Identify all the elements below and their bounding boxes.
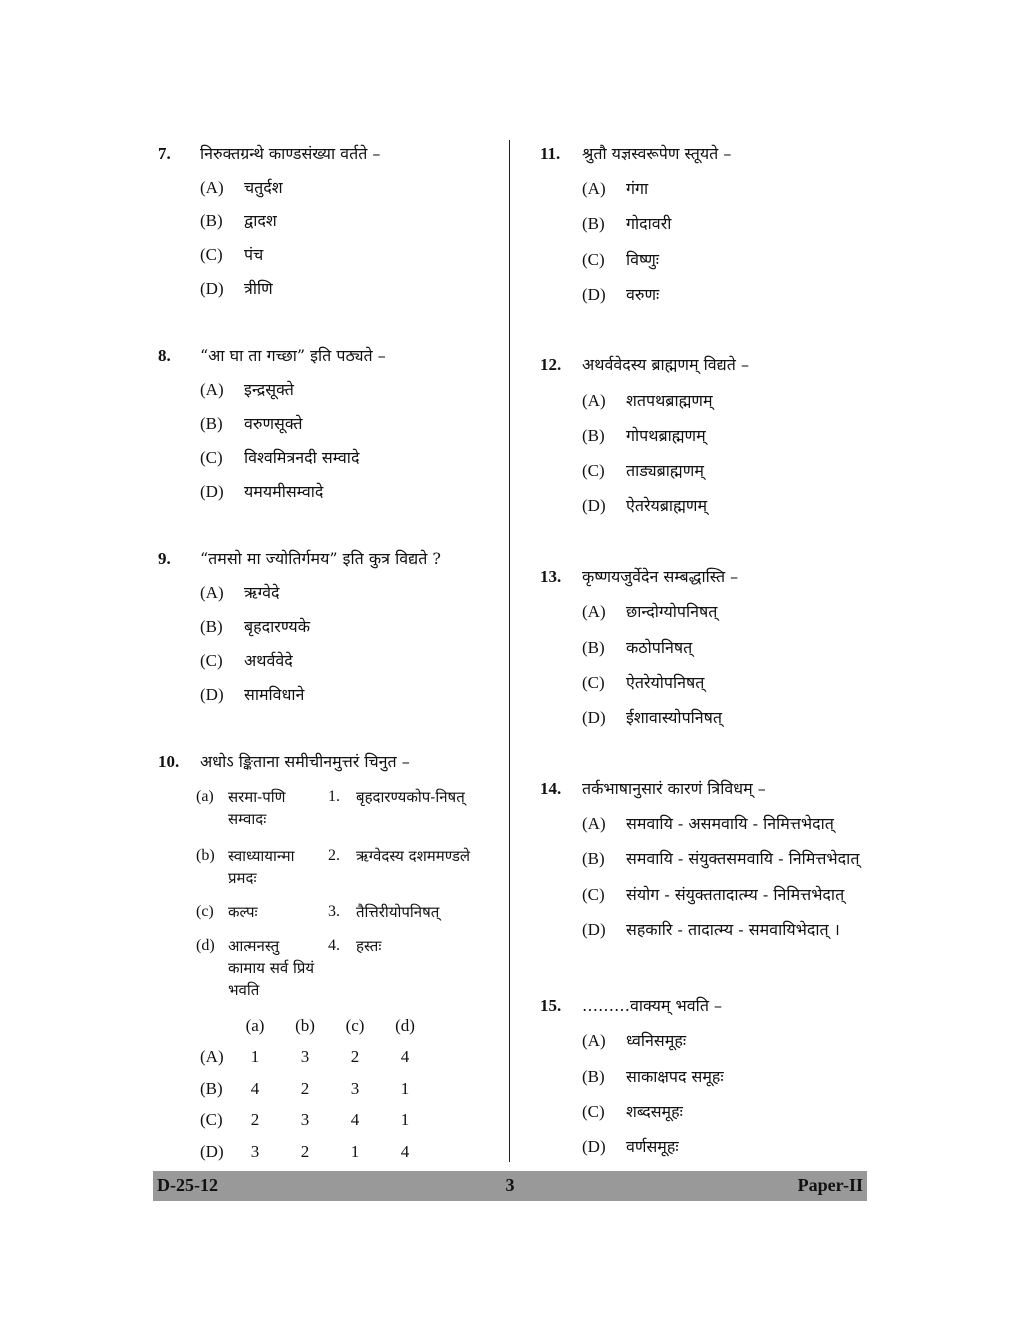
option-label: (A) <box>582 1031 606 1050</box>
option-text: संयोग - संयुक्ततादात्म्य - निमित्तभेदात् <box>626 885 845 904</box>
code-value: 2 <box>350 1047 360 1066</box>
option[interactable] <box>582 213 671 235</box>
code-value: 4 <box>400 1142 410 1161</box>
match-right-text: ऋग्वेदस्य दशममण्डले <box>356 847 471 865</box>
page-footer <box>153 1171 867 1201</box>
option[interactable] <box>582 1066 724 1088</box>
column-divider <box>509 140 510 1162</box>
option-label: (C) <box>582 461 605 480</box>
option-label: (C) <box>582 673 605 692</box>
option-label: (B) <box>200 414 223 433</box>
question-text: “आ घा ता गच्छा” इति पठ्यते – <box>200 346 386 365</box>
option[interactable] <box>582 425 706 447</box>
option-label: (B) <box>582 1067 605 1086</box>
option-text: ऐतरेयोपनिषत् <box>626 673 705 692</box>
option-text: गोपथब्राह्मणम् <box>626 426 706 445</box>
option-label: (D) <box>200 279 224 298</box>
option[interactable] <box>582 495 707 517</box>
code-option-label: (C) <box>200 1110 223 1129</box>
codes-header-cell: (b) <box>295 1016 315 1035</box>
option-text: द्वादश <box>244 211 277 230</box>
code-value: 3 <box>250 1142 260 1161</box>
question-number: 12. <box>540 355 562 374</box>
option-label: (C) <box>200 245 223 264</box>
match-left-label: (a) <box>196 788 214 805</box>
option-label: (D) <box>200 482 224 501</box>
option[interactable] <box>582 813 834 835</box>
question-number: 9. <box>158 549 171 568</box>
question-number: 11. <box>540 144 561 163</box>
match-right-label: 3. <box>328 903 340 920</box>
option-label: (C) <box>582 885 605 904</box>
option[interactable] <box>582 884 844 906</box>
option[interactable] <box>200 447 359 469</box>
option-text: छान्दोग्योपनिषत् <box>626 602 718 621</box>
match-left-text: सरमा-पणि सम्वादः <box>228 788 286 828</box>
question-number: 14. <box>540 779 562 798</box>
question-number: 13. <box>540 567 562 586</box>
option[interactable] <box>200 177 283 199</box>
question-text: तर्कभाषानुसारं कारणं त्रिविधम् – <box>582 779 766 798</box>
code-value: 4 <box>250 1079 260 1098</box>
code-option-label: (B) <box>200 1079 223 1098</box>
option[interactable] <box>582 672 704 694</box>
option-text: ऐतरेयब्राह्मणम् <box>626 496 708 515</box>
match-right-label: 1. <box>328 788 340 805</box>
option-label: (C) <box>582 250 605 269</box>
option[interactable] <box>582 848 859 870</box>
option-text: कठोपनिषत् <box>626 638 693 657</box>
option-text: यमयमीसम्वादे <box>244 482 324 501</box>
option-label: (C) <box>582 1102 605 1121</box>
match-left-label: (c) <box>196 903 214 920</box>
code-value: 4 <box>350 1110 360 1129</box>
option-label: (B) <box>200 617 223 636</box>
option-label: (A) <box>582 814 606 833</box>
code-value: 3 <box>350 1079 360 1098</box>
option[interactable] <box>200 278 273 300</box>
option-label: (D) <box>582 920 606 939</box>
match-right-label: 4. <box>328 937 340 954</box>
option[interactable] <box>582 178 648 200</box>
option-label: (A) <box>200 178 224 197</box>
option[interactable] <box>582 1101 683 1123</box>
option-label: (A) <box>582 602 606 621</box>
option-label: (D) <box>582 1137 606 1156</box>
code-value: 4 <box>400 1047 410 1066</box>
option-text: वर्णसमूहः <box>626 1137 679 1156</box>
code-value: 2 <box>300 1142 310 1161</box>
option-text: विश्वमित्रनदी सम्वादे <box>244 448 360 467</box>
option-label: (B) <box>582 214 605 233</box>
question-9 <box>158 548 498 570</box>
option-text: सहकारि - तादात्म्य - समवायिभेदात् । <box>626 920 840 939</box>
question-text: अधोऽ ङ्किताना समीचीनमुत्तरं चिनुत – <box>200 752 410 771</box>
option-text: ईशावास्योपनिषत् <box>626 708 723 727</box>
code-option-label: (D) <box>200 1142 224 1161</box>
option-label: (B) <box>582 638 605 657</box>
question-7 <box>158 143 498 165</box>
code-value: 3 <box>300 1110 310 1129</box>
option-text: वरुणसूक्ते <box>244 414 303 433</box>
option-text: शब्दसमूहः <box>626 1102 683 1121</box>
option[interactable] <box>200 413 303 435</box>
option-label: (A) <box>200 583 224 602</box>
option-label: (B) <box>582 426 605 445</box>
option[interactable] <box>582 249 659 271</box>
code-value: 2 <box>300 1079 310 1098</box>
option-label: (D) <box>582 285 606 304</box>
code-value: 3 <box>300 1047 310 1066</box>
option-text: समवायि - असमवायि - निमित्तभेदात् <box>626 814 834 833</box>
option-text: गंगा <box>626 179 649 198</box>
paper-label: Paper-II <box>797 1175 863 1195</box>
codes-header-cell: (a) <box>245 1016 265 1035</box>
code-value: 1 <box>350 1142 360 1161</box>
option[interactable] <box>582 707 722 729</box>
option-label: (C) <box>200 651 223 670</box>
match-right-label: 2. <box>328 847 340 864</box>
option[interactable] <box>582 390 713 412</box>
question-text: श्रुतौ यज्ञस्वरूपेण स्तूयते – <box>582 144 732 163</box>
question-text: कृष्णयजुर्वेदेन सम्बद्धास्ति – <box>582 567 739 586</box>
question-number: 10. <box>158 752 180 771</box>
code-value: 1 <box>400 1079 410 1098</box>
option-text: वरुणः <box>626 285 660 304</box>
question-number: 8. <box>158 346 171 365</box>
option[interactable] <box>200 650 293 672</box>
option-text: समवायि - संयुक्तसमवायि - निमित्तभेदात् <box>626 849 860 868</box>
option[interactable] <box>200 244 263 266</box>
option-text: त्रीणि <box>244 279 273 298</box>
match-left-text: आत्मनस्तु कामाय सर्व प्रियं भवति <box>228 937 315 999</box>
code-value: 1 <box>400 1110 410 1129</box>
question-12 <box>540 354 880 376</box>
match-left-text: कल्पः <box>228 903 258 921</box>
option-text: ताड्यब्राह्मणम् <box>626 461 704 480</box>
code-value: 2 <box>250 1110 260 1129</box>
question-10 <box>158 751 498 773</box>
option-text: पंच <box>244 245 264 264</box>
match-left-label: (b) <box>196 847 215 864</box>
codes-header-cell: (d) <box>395 1016 415 1035</box>
option[interactable] <box>200 210 277 232</box>
match-left-text: स्वाध्यायान्मा प्रमदः <box>228 847 295 887</box>
option[interactable] <box>200 616 310 638</box>
question-text: निरुक्तग्रन्थे काण्डसंख्या वर्तते – <box>200 144 381 163</box>
question-number: 7. <box>158 144 171 163</box>
option-text: विष्णुः <box>626 250 659 269</box>
option-text: सामविधाने <box>244 685 305 704</box>
option-text: ऋग्वेदे <box>244 583 280 602</box>
option-label: (D) <box>200 685 224 704</box>
question-text: ………वाक्यम् भवति – <box>582 996 723 1015</box>
option[interactable] <box>582 460 704 482</box>
question-text: अथर्ववेदस्य ब्राह्मणम् विद्यते – <box>582 355 749 374</box>
option-text: अथर्ववेदे <box>244 651 293 670</box>
code-value: 1 <box>250 1047 260 1066</box>
question-11 <box>540 143 880 165</box>
codes-header-cell: (c) <box>345 1016 365 1035</box>
option-label: (A) <box>200 380 224 399</box>
option[interactable] <box>582 284 659 306</box>
match-left-label: (d) <box>196 937 215 954</box>
question-8 <box>158 345 498 367</box>
option-label: (B) <box>200 211 223 230</box>
option[interactable] <box>200 684 304 706</box>
option-text: गोदावरी <box>626 214 672 233</box>
code-option-label: (A) <box>200 1047 224 1066</box>
page-number: 3 <box>505 1175 515 1195</box>
option[interactable] <box>200 481 323 503</box>
question-text: “तमसो मा ज्योतिर्गमय” इति कुत्र विद्यते ? <box>200 549 441 568</box>
option-text: बृहदारण्यके <box>244 617 310 636</box>
option-text: इन्द्रसूक्ते <box>244 380 294 399</box>
match-right-text: हस्तः <box>356 937 382 955</box>
option-label: (B) <box>582 849 605 868</box>
question-13 <box>540 566 880 588</box>
option[interactable] <box>200 582 280 604</box>
option-label: (D) <box>582 496 606 515</box>
question-14 <box>540 778 880 800</box>
option[interactable] <box>582 1136 679 1158</box>
question-number: 15. <box>540 996 562 1015</box>
option[interactable] <box>582 637 692 659</box>
option[interactable] <box>200 379 294 401</box>
option[interactable] <box>582 601 717 623</box>
exam-code: D-25-12 <box>157 1175 218 1195</box>
option-text: शतपथब्राह्मणम् <box>626 391 713 410</box>
match-right-text: बृहदारण्यकोप-निषत् <box>356 788 465 806</box>
option-text: साकाक्षपद समूहः <box>626 1067 724 1086</box>
option-label: (A) <box>582 179 606 198</box>
question-15 <box>540 995 880 1017</box>
option[interactable] <box>582 1030 686 1052</box>
option-label: (D) <box>582 708 606 727</box>
option-label: (A) <box>582 391 606 410</box>
option-text: ध्वनिसमूहः <box>626 1031 687 1050</box>
option-text: चतुर्दश <box>244 178 283 197</box>
match-right-text: तैत्तिरीयोपनिषत् <box>356 903 440 921</box>
option-label: (C) <box>200 448 223 467</box>
option[interactable] <box>582 919 840 941</box>
